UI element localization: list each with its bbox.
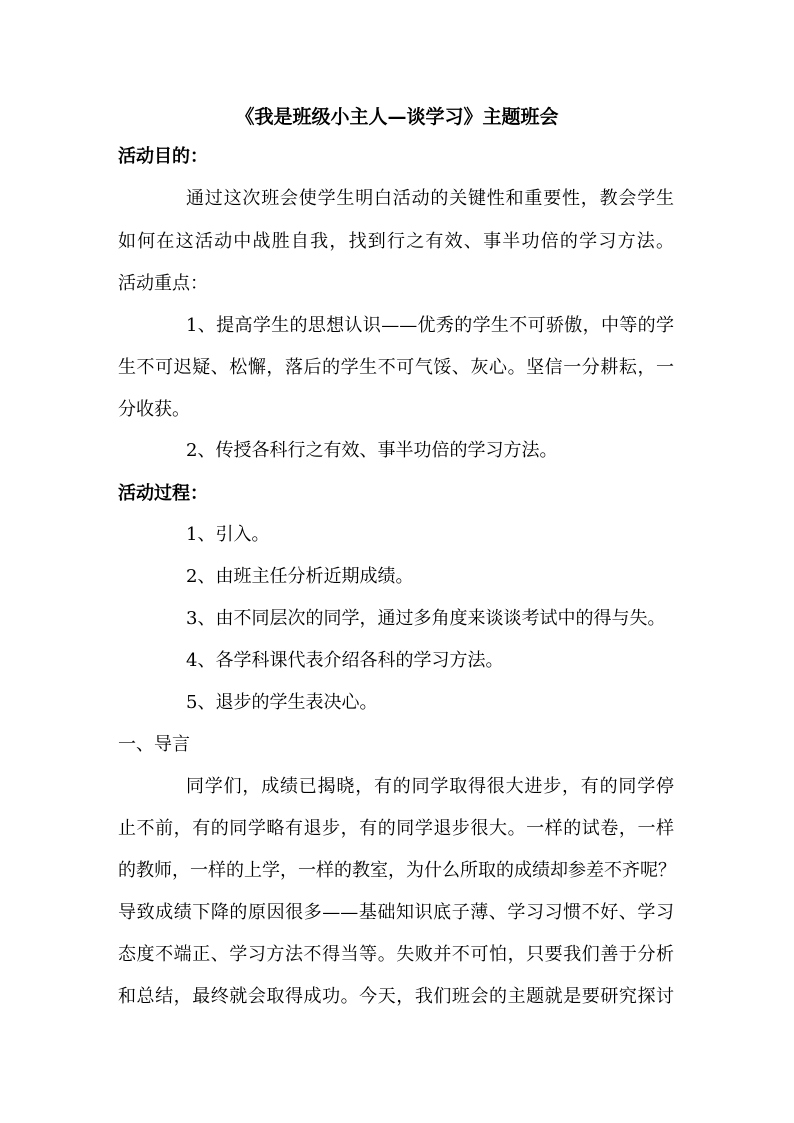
- process-item-3: 3、由不同层次的同学，通过多角度来谈谈考试中的得与失。: [186, 608, 666, 629]
- intro-heading: 一、导言: [118, 734, 190, 755]
- focus-line-4: 2、传授各科行之有效、事半功倍的学习方法。: [186, 440, 558, 461]
- intro-line-6: 和总结，最终就会取得成功。今天，我们班会的主题就是要研究探讨: [118, 986, 674, 1007]
- process-item-4: 4、各学科课代表介绍各科的学习方法。: [186, 650, 504, 671]
- focus-line-2: 生不可迟疑、松懈，落后的学生不可气馁、灰心。坚信一分耕耘，一: [118, 357, 674, 378]
- intro-line-1: 同学们，成绩已揭晓，有的同学取得很大进步，有的同学停: [186, 776, 674, 797]
- intro-line-5: 态度不端正、学习方法不得当等。失败并不可怕，只要我们善于分析: [118, 944, 674, 965]
- focus-heading: 活动重点：: [118, 273, 208, 294]
- purpose-heading: 活动目的：: [118, 146, 208, 167]
- process-item-5: 5、退步的学生表决心。: [186, 692, 378, 713]
- process-item-1: 1、引入。: [186, 524, 270, 545]
- process-item-2: 2、由班主任分析近期成绩。: [186, 566, 414, 587]
- page-title: 《我是班级小主人—谈学习》主题班会: [235, 106, 559, 128]
- process-heading: 活动过程：: [118, 483, 208, 504]
- purpose-line-2: 如何在这活动中战胜自我，找到行之有效、事半功倍的学习方法。: [118, 231, 674, 252]
- purpose-line-1: 通过这次班会使学生明白活动的关键性和重要性，教会学生: [186, 188, 674, 209]
- focus-line-3: 分收获。: [118, 399, 190, 420]
- intro-line-2: 止不前，有的同学略有退步，有的同学退步很大。一样的试卷，一样: [118, 818, 674, 839]
- intro-line-4: 导致成绩下降的原因很多——基础知识底子薄、学习习惯不好、学习: [118, 902, 674, 923]
- intro-line-3: 的教师，一样的上学，一样的教室，为什么所取的成绩却参差不齐呢？: [118, 860, 676, 881]
- focus-line-1: 1、提高学生的思想认识——优秀的学生不可骄傲，中等的学: [186, 315, 674, 336]
